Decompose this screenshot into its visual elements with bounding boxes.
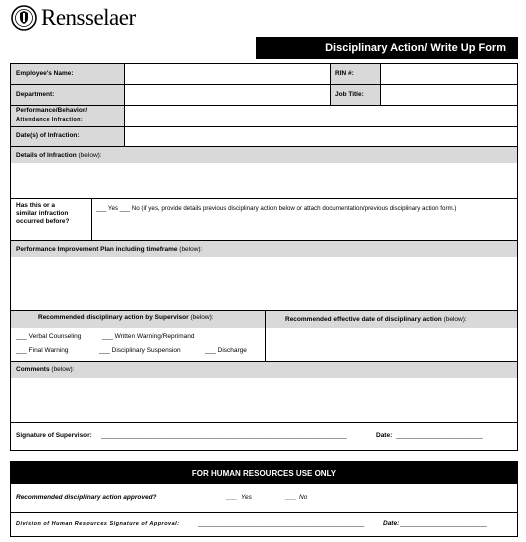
supervisor-date-line[interactable]: ________________________ bbox=[396, 432, 483, 439]
department-label: Department: bbox=[16, 91, 55, 98]
recommended-date-field[interactable] bbox=[266, 328, 517, 361]
hr-date-label: Date: bbox=[383, 520, 400, 527]
seal-icon bbox=[11, 5, 37, 31]
pip-field[interactable] bbox=[11, 257, 517, 310]
option-disciplinary-suspension[interactable]: ___ Disciplinary Suspension bbox=[99, 347, 181, 354]
hr-no-label: No bbox=[299, 494, 308, 501]
logo-text: Rensselaer bbox=[41, 5, 136, 30]
job-title-field[interactable] bbox=[381, 85, 517, 105]
performance-field[interactable] bbox=[125, 106, 517, 126]
rensselaer-logo bbox=[11, 4, 136, 32]
pip-label: Performance Improvement Plan including timeframe (below): bbox=[16, 246, 203, 253]
hr-title: FOR HUMAN RESOURCES USE ONLY bbox=[11, 462, 517, 484]
option-final-warning[interactable]: ___ Final Warning bbox=[16, 347, 69, 354]
prior-question-line3: occurred before? bbox=[16, 218, 70, 225]
dates-field[interactable] bbox=[125, 127, 517, 146]
prior-question-line1: Has this or a bbox=[16, 202, 56, 209]
rin-label: RIN #: bbox=[335, 70, 354, 77]
recommended-date-label: Recommended effective date of disciplinary action (below): bbox=[285, 316, 467, 323]
hr-yes-blank[interactable]: ___ bbox=[226, 494, 237, 501]
department-field[interactable] bbox=[125, 85, 330, 105]
hr-signature-label: Division of Human Resources Signature of Approval: bbox=[16, 521, 180, 527]
hr-yes-label: Yes bbox=[241, 494, 252, 501]
supervisor-signature-label: Signature of Supervisor: bbox=[16, 432, 92, 439]
prior-answer[interactable]: ___ Yes ___ No (if yes, provide details previous disciplinary action below or attach documentation/previous disciplinary action form.) bbox=[96, 205, 457, 212]
supervisor-signature-line[interactable]: ____________________________________________________________________ bbox=[101, 432, 347, 439]
rin-field[interactable] bbox=[381, 64, 517, 84]
comments-field[interactable] bbox=[11, 378, 517, 422]
comments-label: Comments (below): bbox=[16, 366, 75, 373]
employee-name-label: Employee's Name: bbox=[16, 70, 74, 77]
option-verbal-counseling[interactable]: ___ Verbal Counseling bbox=[16, 333, 82, 340]
hr-approved-question: Recommended disciplinary action approved? bbox=[16, 494, 157, 501]
employee-name-field[interactable] bbox=[125, 64, 330, 84]
performance-label-line2: Attendance Infraction: bbox=[16, 117, 84, 123]
hr-signature-line[interactable]: ______________________________________________ bbox=[198, 520, 365, 527]
dates-label: Date(s) of Infraction: bbox=[16, 132, 80, 139]
job-title-label: Job Title: bbox=[335, 91, 364, 98]
hr-date-line[interactable]: ________________________ bbox=[400, 520, 487, 527]
comments-header bbox=[11, 362, 517, 378]
recommended-action-label: Recommended disciplinary action by Supervisor (below): bbox=[38, 314, 214, 321]
option-discharge[interactable]: ___ Discharge bbox=[205, 347, 247, 354]
form-title: Disciplinary Action/ Write Up Form bbox=[256, 37, 518, 59]
performance-label-line1: Performance/Behavior/ bbox=[16, 107, 88, 114]
hr-no-blank[interactable]: ___ bbox=[285, 494, 296, 501]
option-written-warning[interactable]: ___ Written Warning/Reprimand bbox=[102, 333, 195, 340]
details-label: Details of Infraction (below): bbox=[16, 152, 102, 159]
supervisor-date-label: Date: bbox=[376, 432, 393, 439]
details-field[interactable] bbox=[11, 163, 517, 198]
prior-question-line2: similar infraction bbox=[16, 210, 69, 217]
